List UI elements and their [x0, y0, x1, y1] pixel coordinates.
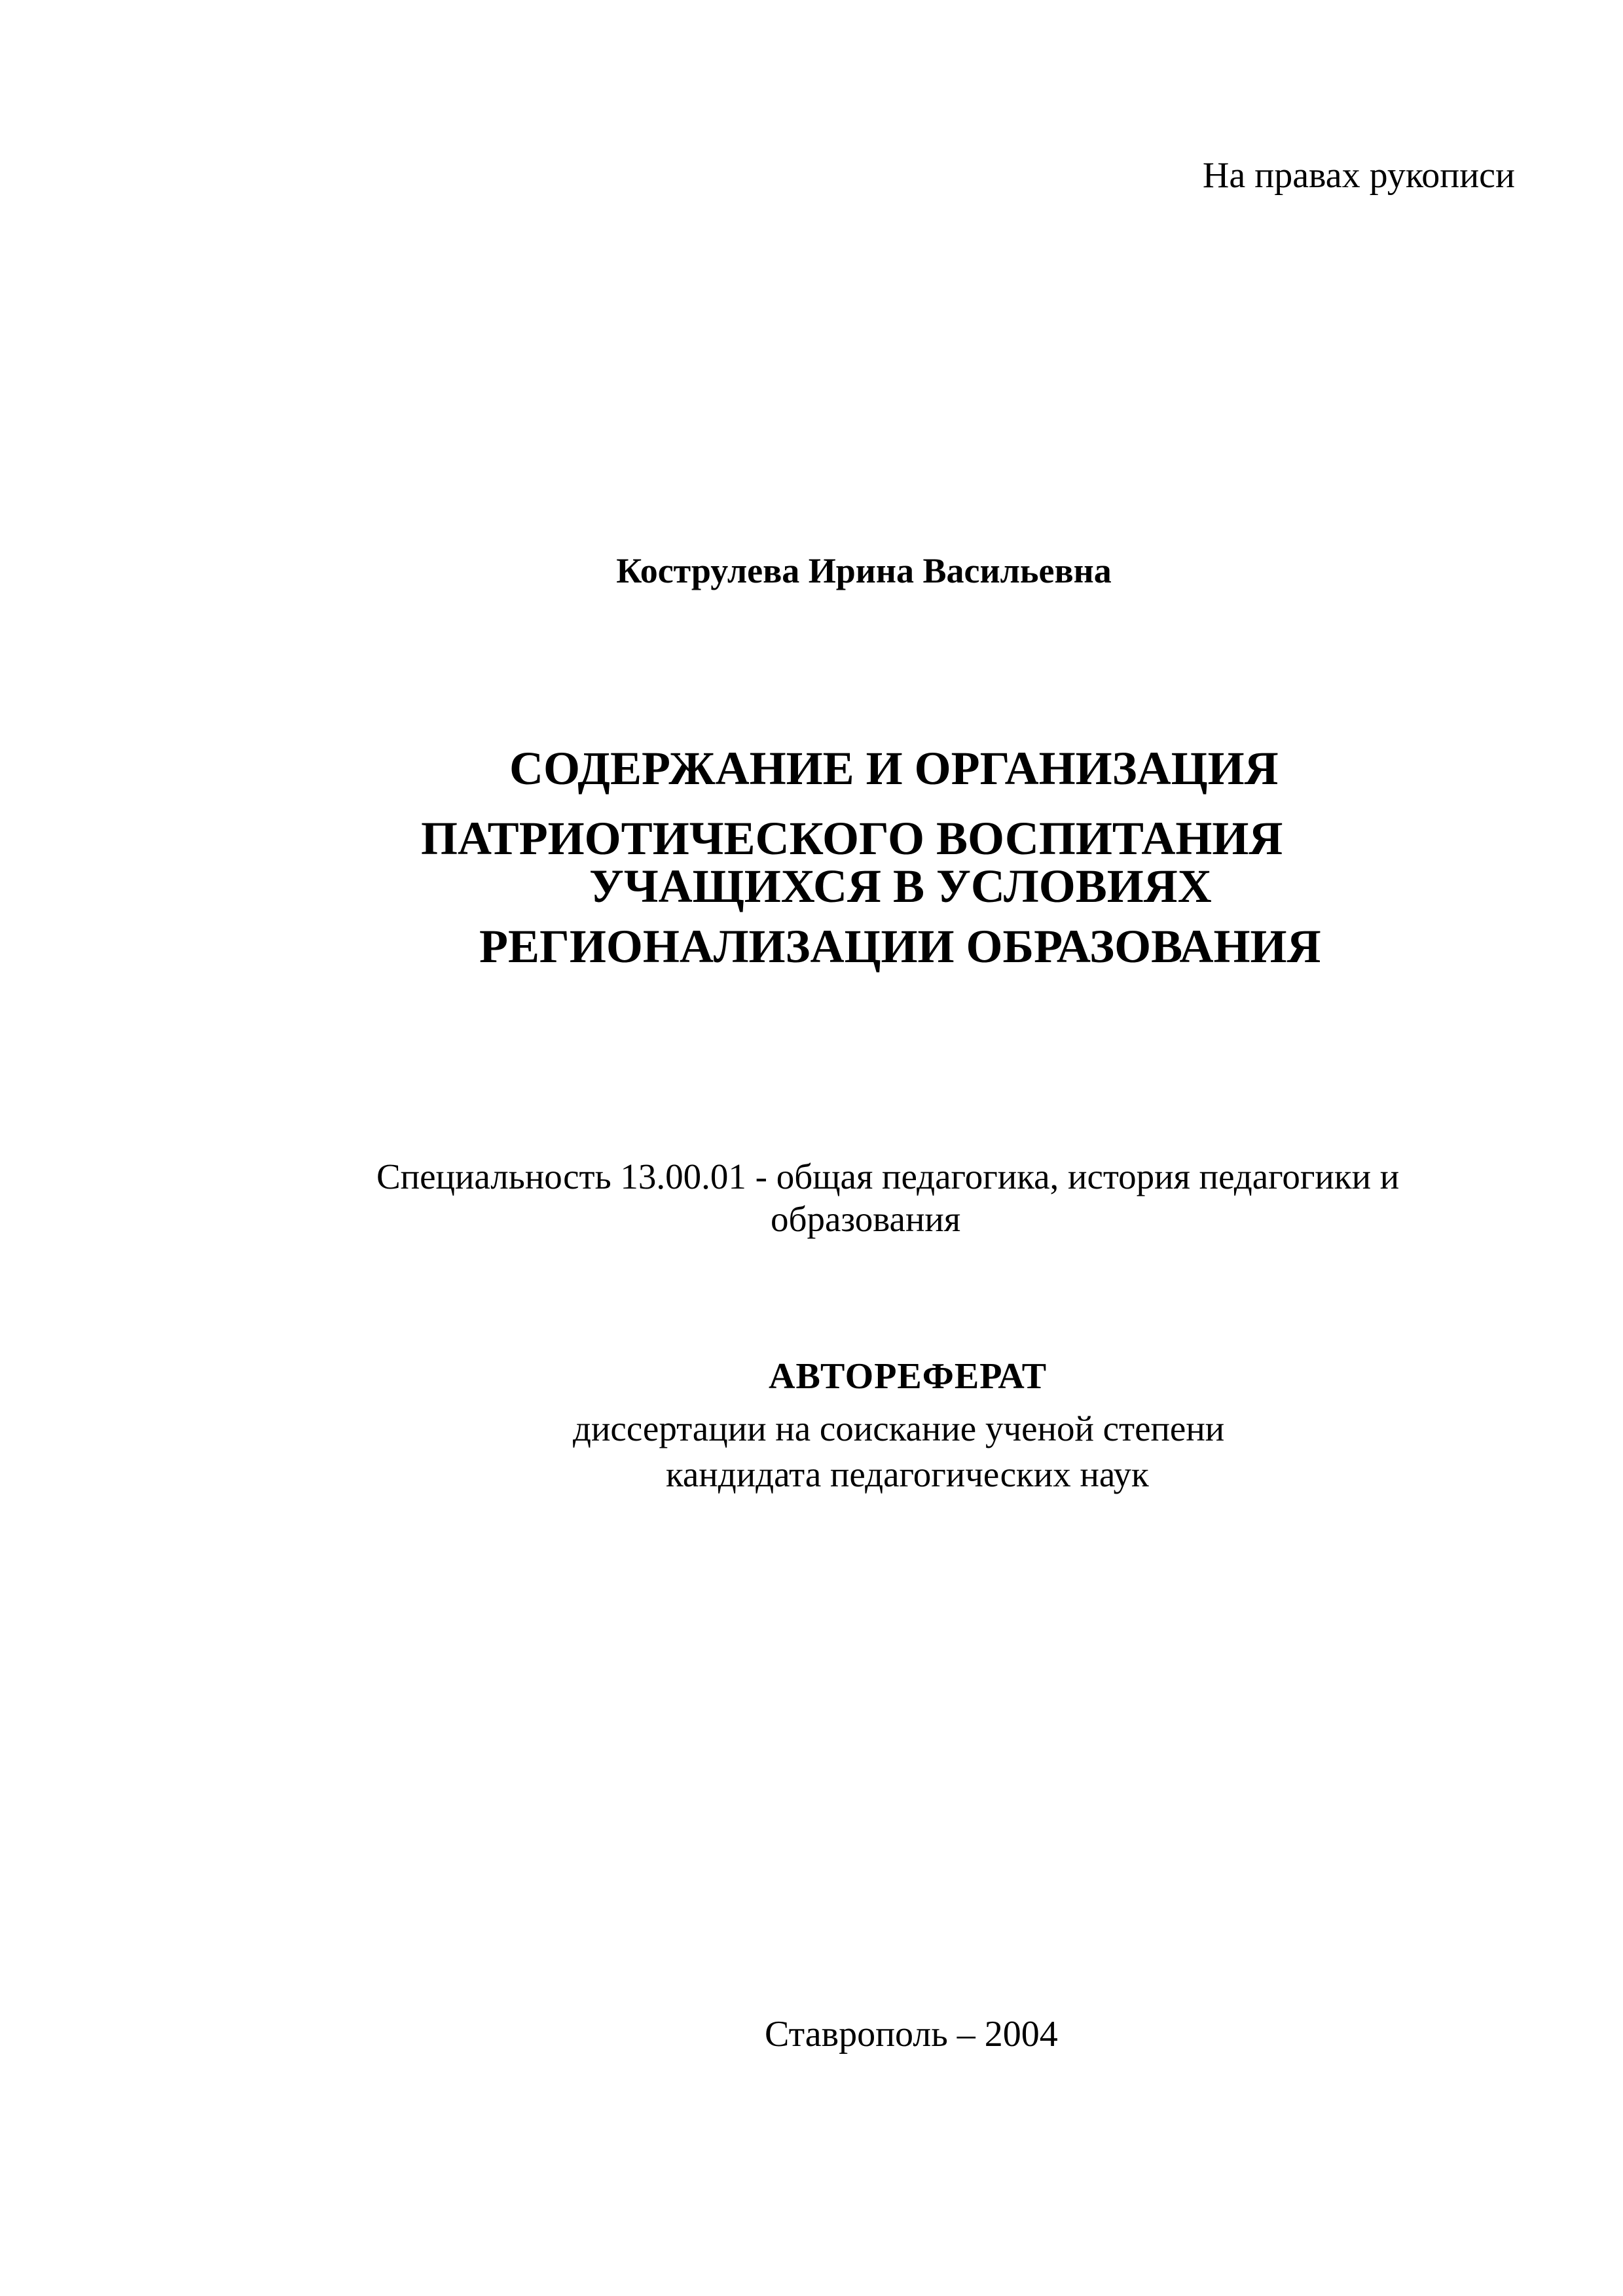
title-line-2: ПАТРИОТИЧЕСКОГО ВОСПИТАНИЯ	[421, 812, 1283, 865]
title-line-3: УЧАЩИХСЯ В УСЛОВИЯХ	[589, 860, 1212, 912]
title-line-1: СОДЕРЖАНИЕ И ОРГАНИЗАЦИЯ	[509, 742, 1279, 795]
specialty-line-1: Специальность 13.00.01 - общая педагогика, история педагогики и	[376, 1157, 1400, 1196]
specialty-line-2: образования	[771, 1199, 961, 1239]
rights-notice: На правах рукописи	[1202, 155, 1515, 196]
degree-line-2: кандидата педагогических наук	[666, 1454, 1149, 1494]
place-year: Ставрополь – 2004	[765, 2014, 1058, 2054]
abstract-heading: АВТОРЕФЕРАТ	[769, 1356, 1048, 1397]
author-name: Кострулева Ирина Васильевна	[616, 551, 1112, 590]
degree-line-1: диссертации на соискание ученой степени	[573, 1408, 1225, 1448]
title-line-4: РЕГИОНАЛИЗАЦИИ ОБРАЗОВАНИЯ	[479, 920, 1321, 973]
